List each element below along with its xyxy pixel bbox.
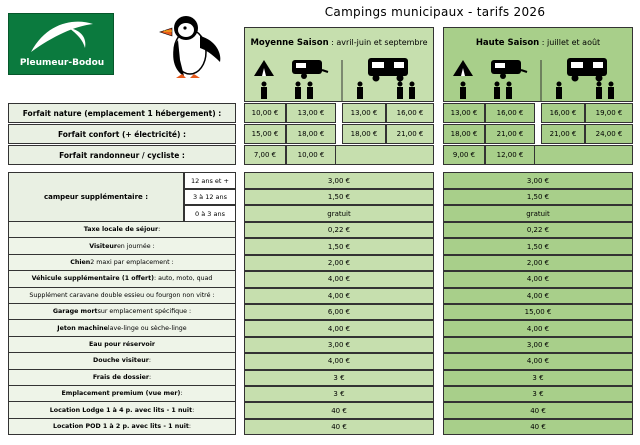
extra-label-rest: : — [148, 357, 151, 365]
price-cell: 1,50 € — [244, 238, 434, 254]
price-cell: 16,00 € — [541, 103, 585, 123]
person-icon — [261, 82, 267, 100]
season-period-haute: : juillet et août — [539, 38, 601, 47]
forfait-label-confort: Forfait confort (+ électricité) : — [8, 124, 236, 144]
extra-label-bold: Chien — [70, 258, 91, 266]
person-icon — [460, 82, 466, 100]
camping-car-icon — [368, 58, 408, 82]
price-cell: 3 € — [244, 370, 434, 386]
price-cell: 40 € — [443, 402, 633, 418]
price-cell: 40 € — [244, 402, 434, 418]
extra-label-bold: Eau pour réservoir — [88, 340, 156, 348]
page-title: Campings municipaux - tarifs 2026 — [324, 5, 546, 19]
extra-label — [8, 255, 236, 271]
empty-cell — [336, 145, 434, 165]
extra-label-bold: Location Lodge 1 à 4 p. avec lits - 1 nuit — [49, 406, 193, 414]
price-cell: 16,00 € — [386, 103, 434, 123]
extra-label-rest: en journée : — [116, 242, 155, 250]
extra-label — [8, 288, 236, 304]
price-cell: gratuit — [244, 205, 434, 222]
price-cell: 4,00 € — [443, 271, 633, 287]
caravan-icon — [292, 60, 328, 79]
price-cell: 3,00 € — [443, 172, 633, 189]
price-cell: 3,00 € — [244, 337, 434, 353]
extra-label — [8, 271, 236, 287]
puffin-icon — [150, 10, 225, 80]
extra-label-rest: : — [158, 226, 161, 234]
extra-label-rest: : — [192, 406, 195, 414]
extra-label-bold: Frais de dossier — [92, 373, 150, 381]
extra-label-bold: Taxe locale de séjour — [83, 226, 159, 234]
price-cell: 10,00 € — [244, 103, 286, 123]
extra-label-rest: : — [180, 390, 183, 398]
price-cell: 9,00 € — [443, 145, 485, 165]
logo — [8, 13, 114, 75]
extra-label-bold: Douche visiteur — [93, 357, 149, 365]
price-cell: 19,00 € — [585, 103, 633, 123]
price-cell: 18,00 € — [342, 124, 386, 144]
price-cell: 2,00 € — [443, 255, 633, 271]
price-cell: 21,00 € — [541, 124, 585, 144]
price-cell: 1,50 € — [244, 189, 434, 205]
price-cell: 18,00 € — [286, 124, 336, 144]
price-cell: 3,00 € — [244, 172, 434, 189]
price-cell: 2,00 € — [244, 255, 434, 271]
price-cell: 13,00 € — [342, 103, 386, 123]
empty-cell — [535, 145, 633, 165]
price-cell: 3 € — [443, 386, 633, 402]
price-cell: 12,00 € — [485, 145, 535, 165]
person-icon — [357, 82, 363, 100]
tent-icon — [453, 60, 473, 76]
price-cell: 4,00 € — [244, 353, 434, 369]
price-cell: 4,00 € — [244, 271, 434, 287]
caravan-icon — [491, 60, 527, 79]
price-cell: 3 € — [244, 386, 434, 402]
age-cell: 0 à 3 ans — [184, 205, 236, 222]
two-persons-icon — [295, 82, 313, 100]
extra-label — [8, 238, 236, 254]
extra-label — [8, 353, 236, 369]
season-icons-haute — [443, 52, 633, 102]
price-cell: 1,50 € — [443, 189, 633, 205]
price-cell: 13,00 € — [286, 103, 336, 123]
extra-label-rest: sur emplacement spécifique : — [97, 308, 192, 316]
campeur-label: campeur supplémentaire : — [8, 172, 184, 222]
extra-label — [8, 304, 236, 320]
extra-label-rest: 2 maxi par emplacement : — [90, 258, 174, 266]
price-cell: 0,22 € — [244, 222, 434, 238]
forfait-label-randonneur: Forfait randonneur / cycliste : — [8, 145, 236, 165]
price-cell: 4,00 € — [244, 320, 434, 336]
person-icon — [556, 82, 562, 100]
price-cell: 7,00 € — [244, 145, 286, 165]
extra-label-rest: Supplément caravane double essieu ou fourgon non vitré : — [29, 291, 215, 299]
price-cell: 3 € — [443, 370, 633, 386]
season-period-moyenne: : avril-juin et septembre — [328, 38, 428, 47]
extra-label-bold: Emplacement premium (vue mer) — [61, 390, 181, 398]
logo-text: Pleumeur-Bodou — [19, 58, 105, 68]
season-icons-moyenne — [244, 52, 434, 102]
extra-label-rest: : auto, moto, quad — [153, 275, 213, 283]
extra-label — [8, 320, 236, 336]
price-cell: 15,00 € — [443, 304, 633, 320]
price-cell: 0,22 € — [443, 222, 633, 238]
price-cell: gratuit — [443, 205, 633, 222]
forfait-label-nature: Forfait nature (emplacement 1 hébergement) : — [8, 103, 236, 123]
extra-label-bold: Garage mort — [52, 308, 98, 316]
two-persons-icon — [397, 82, 415, 100]
extra-label-bold: Jeton machine — [57, 324, 108, 332]
two-persons-icon — [494, 82, 512, 100]
price-cell: 4,00 € — [443, 288, 633, 304]
age-cell: 12 ans et + — [184, 172, 236, 189]
season-name-moyenne: Moyenne Saison — [250, 38, 329, 48]
price-cell: 4,00 € — [244, 288, 434, 304]
price-cell: 4,00 € — [443, 320, 633, 336]
extra-label-bold: Véhicule supplémentaire (1 offert) — [31, 275, 154, 283]
price-cell: 4,00 € — [443, 353, 633, 369]
price-cell: 3,00 € — [443, 337, 633, 353]
price-cell: 10,00 € — [286, 145, 336, 165]
age-cell: 3 à 12 ans — [184, 189, 236, 205]
extra-label — [8, 386, 236, 402]
price-cell: 16,00 € — [485, 103, 535, 123]
extra-label-rest: : — [188, 422, 191, 430]
extra-label — [8, 337, 236, 353]
price-cell: 18,00 € — [443, 124, 485, 144]
price-cell: 21,00 € — [386, 124, 434, 144]
extra-label — [8, 222, 236, 238]
extra-label-bold: Visiteur — [89, 242, 117, 250]
price-cell: 40 € — [443, 419, 633, 435]
price-cell: 1,50 € — [443, 238, 633, 254]
price-cell: 40 € — [244, 419, 434, 435]
tent-icon — [254, 60, 274, 76]
two-persons-icon — [596, 82, 614, 100]
extra-label — [8, 370, 236, 386]
extra-label-bold: Location POD 1 à 2 p. avec lits - 1 nuit — [52, 422, 189, 430]
price-cell: 6,00 € — [244, 304, 434, 320]
extra-label — [8, 402, 236, 418]
extra-label — [8, 419, 236, 435]
camping-car-icon — [567, 58, 607, 82]
extra-label-rest: lave-linge ou sèche-linge — [107, 324, 187, 332]
price-cell: 24,00 € — [585, 124, 633, 144]
season-name-haute: Haute Saison — [475, 38, 540, 48]
price-cell: 13,00 € — [443, 103, 485, 123]
extra-label-rest: : — [149, 373, 152, 381]
logo-swoosh-icon — [29, 18, 95, 58]
price-cell: 15,00 € — [244, 124, 286, 144]
price-cell: 21,00 € — [485, 124, 535, 144]
